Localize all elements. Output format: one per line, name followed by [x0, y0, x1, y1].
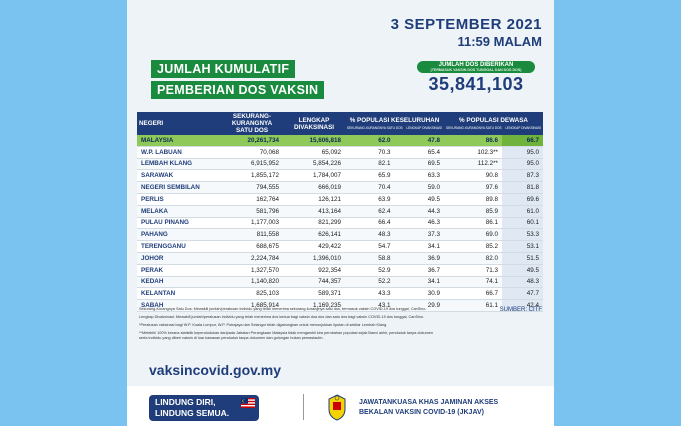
- cell-pt1: 66.4: [345, 217, 395, 229]
- cell-one: 1,140,820: [221, 276, 283, 288]
- cell-pt2: 59.0: [395, 182, 445, 194]
- cell-pt1: 43.3: [345, 288, 395, 300]
- footnote: Lengkap Divaksinasi: Mewakili jumlah/peratusan individu yang telah menerima dos kedua bagi vaksin dua dos dan satu dos bagi vaksin COVID-19 dos tunggal, CanSino.: [139, 315, 425, 319]
- cell-state: PERLIS: [137, 193, 221, 205]
- cell-one: 1,685,914: [221, 300, 283, 312]
- header-pct-adult-sub-one: SEKURANG-KURANGNYA SATU DOS: [446, 126, 502, 130]
- cell-full: 5,854,226: [283, 158, 345, 170]
- cell-one: 825,103: [221, 288, 283, 300]
- header-pct-total-sub-full: LENGKAP DIVAKSINASI: [406, 126, 442, 130]
- cell-pt1: 82.1: [345, 158, 395, 170]
- cell-pt2: 69.5: [395, 158, 445, 170]
- header-pct-adult-sub-full: LENGKAP DIVAKSINASI: [505, 126, 541, 130]
- cell-pa2: 60.1: [502, 217, 543, 229]
- cell-pt1: 58.8: [345, 252, 395, 264]
- cell-full: 1,784,007: [283, 170, 345, 182]
- cell-one: 1,855,172: [221, 170, 283, 182]
- cell-pa1: 89.8: [444, 193, 502, 205]
- cell-pt2: 65.4: [395, 146, 445, 158]
- cell-pa1: 97.6: [444, 182, 502, 194]
- cell-full: 666,019: [283, 182, 345, 194]
- cell-pa2: 53.1: [502, 241, 543, 253]
- cell-pa1: 71.3: [444, 264, 502, 276]
- footnote: **Melebihi 100% kerana statistik kependudukan daripada Jabatan Perangkaan Malaysia tidak mengambil kira perubahan populasi sejak Banci akhir, penduduk tanpa dokumen serta individu yang diberi vaksin di luar kawasan penduduk tanpa dokumen dan golongan bukan pemastautin.: [139, 331, 434, 340]
- coat-of-arms-icon: [325, 393, 349, 421]
- table-row: [137, 205, 543, 217]
- infographic-poster: [127, 0, 554, 426]
- cell-full: 429,422: [283, 241, 345, 253]
- table-row: [137, 170, 543, 182]
- cell-pt1: 54.7: [345, 241, 395, 253]
- cell-state: MALAYSIA: [137, 135, 221, 146]
- cell-full: 413,164: [283, 205, 345, 217]
- table-header-row: [137, 112, 543, 135]
- cell-one: 581,796: [221, 205, 283, 217]
- header-pct-total: [345, 112, 444, 135]
- cell-pa1: 102.3**: [444, 146, 502, 158]
- cell-pt2: 63.3: [395, 170, 445, 182]
- cell-pt1: 63.9: [345, 193, 395, 205]
- header-one-dose: SEKURANG-KURANGNYA SATU DOS: [221, 112, 283, 135]
- committee-line-1: JAWATANKUASA KHAS JAMINAN AKSES: [359, 399, 499, 406]
- cell-pa2: 53.3: [502, 229, 543, 241]
- cell-pa2: 48.3: [502, 276, 543, 288]
- cell-full: 1,169,235: [283, 300, 345, 312]
- header-pct-total-label: % POPULASI KESELURUHAN: [349, 117, 440, 124]
- slogan-line-2: LINDUNG SEMUA.: [155, 408, 230, 418]
- cell-state: SARAWAK: [137, 170, 221, 182]
- cell-pa1: 90.8: [444, 170, 502, 182]
- cell-pt1: 43.1: [345, 300, 395, 312]
- cell-pt2: 29.9: [395, 300, 445, 312]
- cell-pa2: 87.3: [502, 170, 543, 182]
- title-line-2: PEMBERIAN DOS VAKSIN: [151, 81, 324, 99]
- table-row: [137, 158, 543, 170]
- cell-pt2: 36.7: [395, 264, 445, 276]
- cell-full: 126,121: [283, 193, 345, 205]
- cell-pa2: 42.4: [502, 300, 543, 312]
- committee-name: [359, 398, 498, 418]
- table-row: [137, 217, 543, 229]
- cell-state: KEDAH: [137, 276, 221, 288]
- cell-pa1: 69.0: [444, 229, 502, 241]
- cell-one: 794,555: [221, 182, 283, 194]
- cell-pt1: 62.4: [345, 205, 395, 217]
- cell-full: 589,371: [283, 288, 345, 300]
- cell-one: 1,177,003: [221, 217, 283, 229]
- footer-divider: [303, 394, 304, 420]
- cell-pa2: 66.7: [502, 135, 543, 146]
- cell-pt2: 30.9: [395, 288, 445, 300]
- cell-pa2: 69.6: [502, 193, 543, 205]
- cell-pt1: 52.9: [345, 264, 395, 276]
- table-row: [137, 135, 543, 146]
- vaccination-table: [137, 112, 543, 312]
- table-row: [137, 182, 543, 194]
- cell-full: 626,141: [283, 229, 345, 241]
- cell-one: 162,764: [221, 193, 283, 205]
- cell-pt2: 34.1: [395, 241, 445, 253]
- cell-pt1: 70.4: [345, 182, 395, 194]
- table-row: [137, 229, 543, 241]
- cell-pa1: 82.0: [444, 252, 502, 264]
- cell-one: 6,915,952: [221, 158, 283, 170]
- cell-pt2: 49.5: [395, 193, 445, 205]
- report-date: 3 SEPTEMBER 2021: [390, 16, 542, 33]
- source-note: SUMBER: CITF: [499, 307, 542, 313]
- cell-pt1: 48.3: [345, 229, 395, 241]
- footnotes: [139, 307, 439, 344]
- cell-pa2: 81.8: [502, 182, 543, 194]
- footnote: *Peratusan vaksinasi bagi W.P. Kuala Lumpur, W.P. Putrajaya dan Selangor telah digabungkan untuk menunjukkan liputan di sekitar Lembah Klang.: [139, 323, 388, 327]
- website-url: vaksincovid.gov.my: [149, 362, 282, 378]
- cell-full: 15,606,818: [283, 135, 345, 146]
- cell-pa1: 74.1: [444, 276, 502, 288]
- cell-state: W.P. LABUAN: [137, 146, 221, 158]
- malaysia-flag-icon: [241, 398, 255, 408]
- cell-one: 688,675: [221, 241, 283, 253]
- report-time: 11:59 MALAM: [457, 34, 542, 49]
- date-block: [391, 16, 542, 50]
- cell-pt2: 36.9: [395, 252, 445, 264]
- cell-pa2: 95.0: [502, 146, 543, 158]
- table-row: [137, 193, 543, 205]
- cell-full: 1,396,010: [283, 252, 345, 264]
- cell-pt1: 52.2: [345, 276, 395, 288]
- header-pct-adult-label: % POPULASI DEWASA: [459, 117, 528, 124]
- total-doses-value: 35,841,103: [428, 74, 524, 94]
- cell-state: MELAKA: [137, 205, 221, 217]
- cell-state: PULAU PINANG: [137, 217, 221, 229]
- cell-full: 922,354: [283, 264, 345, 276]
- total-doses-sublabel: (TERMASUK VAKSIN DOS TUNGGAL DAN DOS DOS): [430, 68, 522, 72]
- cell-pa2: 49.5: [502, 264, 543, 276]
- footnote: Sekurang-Kurangnya Satu Dos: Mewakili jumlah/peratusan individu yang telah menerima sekurang-kurangnya satu dos, termasuk vaksin COVID-19 dos tunggal, CanSino.: [139, 307, 427, 311]
- cell-one: 2,224,784: [221, 252, 283, 264]
- cell-state: PERAK: [137, 264, 221, 276]
- header-full: LENGKAP DIVAKSINASI: [283, 112, 345, 135]
- cell-pt2: 44.3: [395, 205, 445, 217]
- cell-pt1: 62.0: [345, 135, 395, 146]
- header-state: NEGERI: [137, 112, 221, 135]
- cell-pt2: 47.8: [395, 135, 445, 146]
- slogan-line-1: LINDUNG DIRI,: [155, 397, 216, 407]
- slogan-banner: [149, 395, 259, 421]
- cell-pa2: 95.0: [502, 158, 543, 170]
- cell-state: TERENGGANU: [137, 241, 221, 253]
- cell-pa2: 51.5: [502, 252, 543, 264]
- cell-state: JOHOR: [137, 252, 221, 264]
- title-line-1: JUMLAH KUMULATIF: [151, 60, 295, 78]
- poster-title: [151, 60, 363, 102]
- header-pct-total-sub-one: SEKURANG-KURANGNYA SATU DOS: [347, 126, 403, 130]
- cell-full: 744,357: [283, 276, 345, 288]
- cell-pa1: 66.7: [444, 288, 502, 300]
- total-doses-label-text: JUMLAH DOS DIBERIKAN: [438, 62, 514, 68]
- table-row: [137, 241, 543, 253]
- total-doses-box: [417, 61, 535, 95]
- header-pct-adult: [444, 112, 543, 135]
- cell-pa1: 85.9: [444, 205, 502, 217]
- table-row: [137, 146, 543, 158]
- table-row: [137, 276, 543, 288]
- cell-pa1: 61.1: [444, 300, 502, 312]
- table-row: [137, 252, 543, 264]
- cell-one: 811,558: [221, 229, 283, 241]
- cell-pa2: 61.0: [502, 205, 543, 217]
- cell-pa1: 86.1: [444, 217, 502, 229]
- cell-state: LEMBAH KLANG: [137, 158, 221, 170]
- cell-full: 65,092: [283, 146, 345, 158]
- cell-one: 1,327,570: [221, 264, 283, 276]
- cell-state: NEGERI SEMBILAN: [137, 182, 221, 194]
- cell-pt2: 37.3: [395, 229, 445, 241]
- cell-state: PAHANG: [137, 229, 221, 241]
- cell-pa2: 47.7: [502, 288, 543, 300]
- table-row: [137, 288, 543, 300]
- cell-one: 20,261,734: [221, 135, 283, 146]
- cell-state: SABAH: [137, 300, 221, 312]
- table-row: [137, 264, 543, 276]
- cell-pt1: 65.9: [345, 170, 395, 182]
- cell-full: 821,299: [283, 217, 345, 229]
- cell-one: 70,068: [221, 146, 283, 158]
- cell-pt2: 46.3: [395, 217, 445, 229]
- cell-pt1: 70.3: [345, 146, 395, 158]
- cell-pa1: 112.2**: [444, 158, 502, 170]
- footer-bar: [127, 386, 554, 426]
- cell-pa1: 85.2: [444, 241, 502, 253]
- cell-pa1: 86.6: [444, 135, 502, 146]
- cell-state: KELANTAN: [137, 288, 221, 300]
- cell-pt2: 34.1: [395, 276, 445, 288]
- committee-line-2: BEKALAN VAKSIN COVID-19 (JKJAV): [359, 409, 484, 416]
- total-doses-label: [417, 61, 535, 73]
